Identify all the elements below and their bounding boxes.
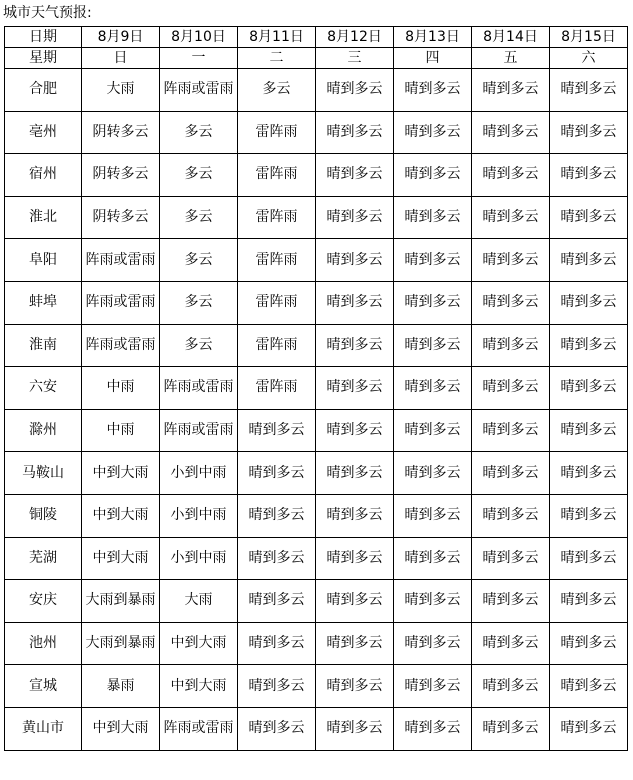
forecast-cell: 晴到多云: [394, 154, 472, 197]
forecast-cell: 大雨: [82, 69, 160, 112]
forecast-cell: 晴到多云: [472, 409, 550, 452]
weekday-cell: 四: [394, 48, 472, 69]
forecast-cell: 晴到多云: [550, 154, 628, 197]
table-row: [5, 409, 628, 452]
forecast-cell: 阴转多云: [82, 154, 160, 197]
forecast-cell: 晴到多云: [394, 494, 472, 537]
forecast-cell: 晴到多云: [238, 494, 316, 537]
forecast-cell: 晴到多云: [472, 69, 550, 112]
forecast-cell: 晴到多云: [316, 111, 394, 154]
table-row: [5, 281, 628, 324]
forecast-cell: 中到大雨: [160, 665, 238, 708]
table-row: [5, 154, 628, 197]
forecast-cell: 大雨到暴雨: [82, 580, 160, 623]
forecast-cell: 晴到多云: [472, 622, 550, 665]
forecast-cell: 晴到多云: [238, 452, 316, 495]
forecast-cell: 雷阵雨: [238, 196, 316, 239]
date-cell: 8月9日: [82, 27, 160, 48]
city-cell: 蚌埠: [5, 281, 82, 324]
forecast-cell: 晴到多云: [316, 537, 394, 580]
city-cell: 宿州: [5, 154, 82, 197]
forecast-cell: 晴到多云: [394, 111, 472, 154]
table-row: [5, 324, 628, 367]
forecast-cell: 中到大雨: [82, 707, 160, 750]
forecast-cell: 晴到多云: [316, 281, 394, 324]
date-cell: 8月14日: [472, 27, 550, 48]
forecast-cell: 晴到多云: [472, 537, 550, 580]
forecast-cell: 晴到多云: [316, 452, 394, 495]
forecast-cell: 阵雨或雷雨: [82, 324, 160, 367]
table-row: [5, 665, 628, 708]
forecast-cell: 晴到多云: [472, 324, 550, 367]
city-cell: 铜陵: [5, 494, 82, 537]
date-label: 日期: [5, 27, 82, 48]
forecast-cell: 晴到多云: [550, 111, 628, 154]
forecast-cell: 多云: [238, 69, 316, 112]
forecast-cell: 阴转多云: [82, 196, 160, 239]
forecast-cell: 多云: [160, 196, 238, 239]
forecast-cell: 晴到多云: [394, 537, 472, 580]
table-row: [5, 196, 628, 239]
table-row: [5, 367, 628, 410]
forecast-cell: 晴到多云: [550, 367, 628, 410]
forecast-cell: 多云: [160, 239, 238, 282]
forecast-table-body: [5, 27, 628, 751]
page-title: 城市天气预报:: [3, 5, 92, 21]
forecast-cell: 晴到多云: [394, 281, 472, 324]
forecast-cell: 晴到多云: [472, 707, 550, 750]
forecast-cell: 晴到多云: [316, 707, 394, 750]
forecast-cell: 中雨: [82, 409, 160, 452]
city-cell: 滁州: [5, 409, 82, 452]
forecast-cell: 阵雨或雷雨: [160, 367, 238, 410]
forecast-cell: 晴到多云: [550, 665, 628, 708]
forecast-cell: 晴到多云: [550, 281, 628, 324]
forecast-cell: 中到大雨: [82, 537, 160, 580]
forecast-cell: 晴到多云: [238, 665, 316, 708]
forecast-cell: 雷阵雨: [238, 367, 316, 410]
forecast-cell: 阵雨或雷雨: [160, 69, 238, 112]
forecast-cell: 晴到多云: [394, 239, 472, 282]
forecast-cell: 晴到多云: [316, 494, 394, 537]
forecast-cell: 晴到多云: [394, 409, 472, 452]
city-cell: 马鞍山: [5, 452, 82, 495]
table-row: [5, 111, 628, 154]
forecast-cell: 中到大雨: [82, 494, 160, 537]
forecast-cell: 晴到多云: [394, 452, 472, 495]
weekday-cell: 六: [550, 48, 628, 69]
forecast-cell: 中雨: [82, 367, 160, 410]
forecast-cell: 阴转多云: [82, 111, 160, 154]
forecast-cell: 晴到多云: [550, 580, 628, 623]
forecast-cell: 晴到多云: [394, 69, 472, 112]
city-cell: 黄山市: [5, 707, 82, 750]
weekday-cell: 二: [238, 48, 316, 69]
date-cell: 8月15日: [550, 27, 628, 48]
date-cell: 8月10日: [160, 27, 238, 48]
forecast-cell: 中到大雨: [82, 452, 160, 495]
city-cell: 芜湖: [5, 537, 82, 580]
forecast-cell: 晴到多云: [316, 367, 394, 410]
date-cell: 8月11日: [238, 27, 316, 48]
forecast-cell: 阵雨或雷雨: [82, 281, 160, 324]
forecast-table: [4, 26, 628, 751]
forecast-cell: 晴到多云: [472, 239, 550, 282]
forecast-cell: 阵雨或雷雨: [160, 707, 238, 750]
weekday-cell: 三: [316, 48, 394, 69]
forecast-cell: 晴到多云: [238, 707, 316, 750]
forecast-cell: 晴到多云: [316, 154, 394, 197]
forecast-cell: 晴到多云: [316, 196, 394, 239]
city-cell: 合肥: [5, 69, 82, 112]
table-row: [5, 69, 628, 112]
forecast-cell: 多云: [160, 111, 238, 154]
forecast-cell: 晴到多云: [316, 69, 394, 112]
table-row: [5, 494, 628, 537]
forecast-cell: 晴到多云: [316, 324, 394, 367]
city-cell: 六安: [5, 367, 82, 410]
forecast-cell: 雷阵雨: [238, 281, 316, 324]
forecast-cell: 晴到多云: [550, 494, 628, 537]
forecast-cell: 晴到多云: [316, 580, 394, 623]
forecast-cell: 晴到多云: [550, 324, 628, 367]
forecast-cell: 晴到多云: [472, 452, 550, 495]
forecast-cell: 晴到多云: [550, 409, 628, 452]
forecast-cell: 中到大雨: [160, 622, 238, 665]
forecast-cell: 雷阵雨: [238, 324, 316, 367]
table-row: [5, 707, 628, 750]
forecast-cell: 晴到多云: [550, 196, 628, 239]
forecast-cell: 晴到多云: [394, 196, 472, 239]
date-cell: 8月12日: [316, 27, 394, 48]
forecast-cell: 晴到多云: [394, 580, 472, 623]
city-cell: 宣城: [5, 665, 82, 708]
forecast-cell: 晴到多云: [394, 324, 472, 367]
forecast-cell: 晴到多云: [472, 196, 550, 239]
forecast-cell: 晴到多云: [316, 409, 394, 452]
weekday-label: 星期: [5, 48, 82, 69]
forecast-cell: 阵雨或雷雨: [160, 409, 238, 452]
table-row: [5, 239, 628, 282]
forecast-cell: 晴到多云: [316, 622, 394, 665]
city-cell: 亳州: [5, 111, 82, 154]
city-cell: 淮北: [5, 196, 82, 239]
forecast-cell: 雷阵雨: [238, 239, 316, 282]
forecast-cell: 晴到多云: [550, 622, 628, 665]
forecast-cell: 晴到多云: [550, 239, 628, 282]
forecast-cell: 晴到多云: [472, 111, 550, 154]
table-row: [5, 580, 628, 623]
forecast-cell: 晴到多云: [472, 154, 550, 197]
forecast-cell: 大雨到暴雨: [82, 622, 160, 665]
header-row-weekday: [5, 48, 628, 69]
forecast-cell: 小到中雨: [160, 452, 238, 495]
weekday-cell: 一: [160, 48, 238, 69]
forecast-cell: 晴到多云: [472, 494, 550, 537]
forecast-cell: 多云: [160, 154, 238, 197]
weekday-cell: 日: [82, 48, 160, 69]
forecast-cell: 多云: [160, 281, 238, 324]
forecast-cell: 晴到多云: [550, 537, 628, 580]
forecast-cell: 小到中雨: [160, 537, 238, 580]
date-cell: 8月13日: [394, 27, 472, 48]
forecast-cell: 晴到多云: [316, 239, 394, 282]
forecast-cell: 雷阵雨: [238, 111, 316, 154]
forecast-cell: 晴到多云: [472, 665, 550, 708]
forecast-cell: 晴到多云: [238, 580, 316, 623]
forecast-cell: 晴到多云: [238, 409, 316, 452]
forecast-cell: 晴到多云: [472, 281, 550, 324]
city-cell: 阜阳: [5, 239, 82, 282]
forecast-cell: 多云: [160, 324, 238, 367]
forecast-cell: 晴到多云: [394, 665, 472, 708]
forecast-cell: 晴到多云: [238, 622, 316, 665]
table-row: [5, 452, 628, 495]
forecast-cell: 阵雨或雷雨: [82, 239, 160, 282]
forecast-cell: 晴到多云: [472, 580, 550, 623]
forecast-cell: 晴到多云: [394, 367, 472, 410]
forecast-cell: 晴到多云: [394, 622, 472, 665]
forecast-cell: 晴到多云: [238, 537, 316, 580]
table-row: [5, 537, 628, 580]
forecast-cell: 晴到多云: [394, 707, 472, 750]
forecast-cell: 晴到多云: [316, 665, 394, 708]
table-row: [5, 622, 628, 665]
forecast-cell: 晴到多云: [550, 452, 628, 495]
forecast-cell: 暴雨: [82, 665, 160, 708]
city-cell: 安庆: [5, 580, 82, 623]
forecast-cell: 晴到多云: [472, 367, 550, 410]
forecast-cell: 大雨: [160, 580, 238, 623]
weekday-cell: 五: [472, 48, 550, 69]
city-cell: 淮南: [5, 324, 82, 367]
city-cell: 池州: [5, 622, 82, 665]
forecast-cell: 晴到多云: [550, 69, 628, 112]
forecast-cell: 晴到多云: [550, 707, 628, 750]
header-row-date: [5, 27, 628, 48]
forecast-cell: 小到中雨: [160, 494, 238, 537]
forecast-cell: 雷阵雨: [238, 154, 316, 197]
